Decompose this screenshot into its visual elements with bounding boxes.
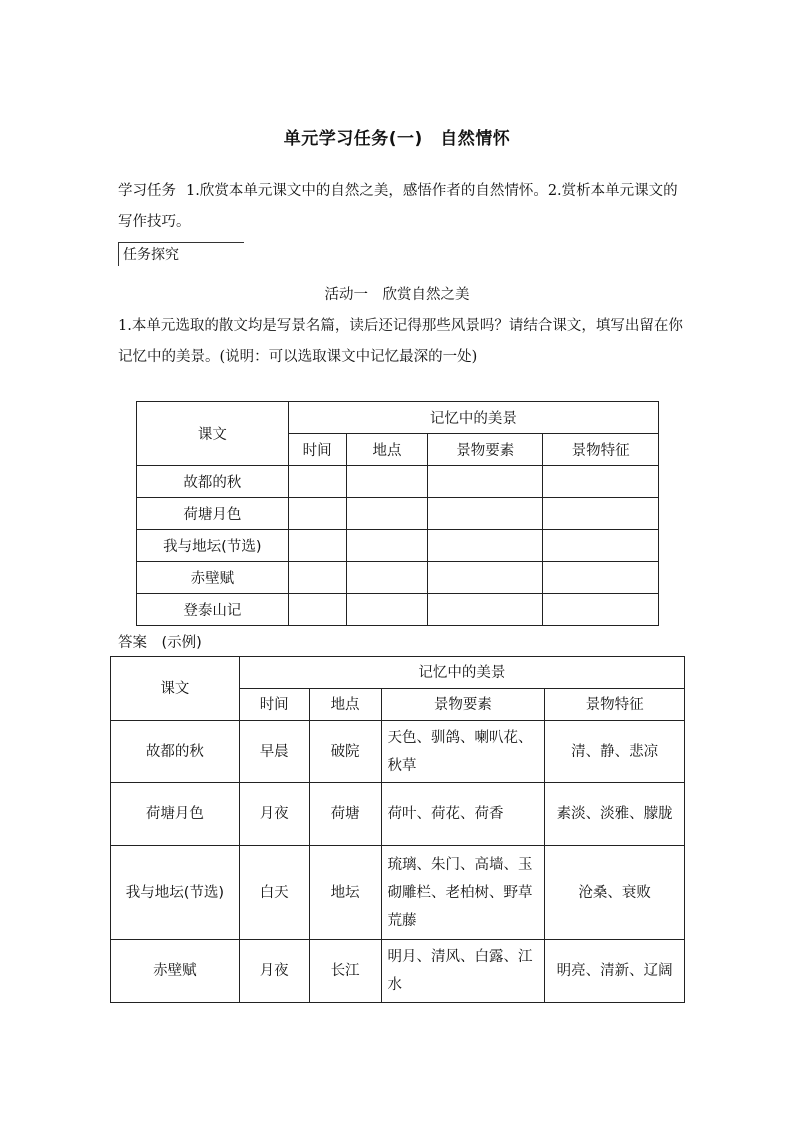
row-text: 赤壁赋 (137, 562, 289, 594)
blank-cell[interactable] (346, 594, 428, 626)
activity-title: 活动一 欣赏自然之美 (324, 287, 470, 303)
header-place: 地点 (346, 434, 428, 466)
header-features: 景物特征 (545, 689, 685, 721)
header-text: 课文 (111, 657, 240, 721)
answer-table (110, 656, 685, 1003)
blank-cell[interactable] (428, 466, 543, 498)
header-time: 时间 (288, 434, 346, 466)
row-time: 白天 (239, 846, 309, 940)
row-elements: 明月、清风、白露、江水 (381, 940, 545, 1003)
row-text: 荷塘月色 (111, 783, 240, 846)
row-text: 故都的秋 (111, 721, 240, 783)
header-elements: 景物要素 (428, 434, 543, 466)
table-row (111, 940, 685, 1003)
blank-cell[interactable] (543, 594, 659, 626)
header-group: 记忆中的美景 (288, 402, 658, 434)
row-features: 沧桑、衰败 (545, 846, 685, 940)
table-row (137, 594, 659, 626)
blank-cell[interactable] (346, 562, 428, 594)
learning-task (118, 176, 683, 238)
blank-cell[interactable] (428, 562, 543, 594)
blank-cell[interactable] (543, 498, 659, 530)
blank-cell[interactable] (288, 466, 346, 498)
blank-cell[interactable] (543, 562, 659, 594)
learning-task-text: 1.欣赏本单元课文中的自然之美，感悟作者的自然情怀。2.赏析本单元课文的写作技巧。 (118, 183, 678, 230)
table-row (137, 466, 659, 498)
row-text: 登泰山记 (137, 594, 289, 626)
row-time: 月夜 (239, 940, 309, 1003)
section-tag: 任务探究 (118, 242, 244, 266)
blank-cell[interactable] (346, 466, 428, 498)
header-text: 课文 (137, 402, 289, 466)
table-row (111, 846, 685, 940)
row-time: 月夜 (239, 783, 309, 846)
row-elements: 天色、驯鸽、喇叭花、秋草 (381, 721, 545, 783)
row-text: 赤壁赋 (111, 940, 240, 1003)
table-row (111, 783, 685, 846)
row-time: 早晨 (239, 721, 309, 783)
blank-cell[interactable] (288, 594, 346, 626)
header-features: 景物特征 (543, 434, 659, 466)
row-place: 长江 (309, 940, 381, 1003)
table-row (137, 530, 659, 562)
blank-table (136, 401, 659, 626)
header-time: 时间 (239, 689, 309, 721)
row-text: 我与地坛(节选) (137, 530, 289, 562)
learning-task-label: 学习任务 (118, 183, 176, 199)
blank-cell[interactable] (346, 530, 428, 562)
blank-cell[interactable] (543, 466, 659, 498)
table-row (111, 721, 685, 783)
blank-cell[interactable] (428, 594, 543, 626)
row-elements: 荷叶、荷花、荷香 (381, 783, 545, 846)
blank-cell[interactable] (543, 530, 659, 562)
blank-cell[interactable] (288, 562, 346, 594)
blank-cell[interactable] (428, 498, 543, 530)
row-features: 清、静、悲凉 (545, 721, 685, 783)
row-text: 我与地坛(节选) (111, 846, 240, 940)
header-elements: 景物要素 (381, 689, 545, 721)
header-place: 地点 (309, 689, 381, 721)
blank-cell[interactable] (288, 498, 346, 530)
table-row (137, 562, 659, 594)
row-text: 荷塘月色 (137, 498, 289, 530)
row-place: 荷塘 (309, 783, 381, 846)
row-place: 地坛 (309, 846, 381, 940)
blank-cell[interactable] (346, 498, 428, 530)
page-title: 单元学习任务(一) 自然情怀 (283, 129, 511, 149)
row-features: 明亮、清新、辽阔 (545, 940, 685, 1003)
row-features: 素淡、淡雅、朦胧 (545, 783, 685, 846)
row-elements: 琉璃、朱门、高墙、玉砌雕栏、老柏树、野草荒藤 (381, 846, 545, 940)
header-group: 记忆中的美景 (239, 657, 684, 689)
row-place: 破院 (309, 721, 381, 783)
question-text: 1.本单元选取的散文均是写景名篇，读后还记得那些风景吗？请结合课文，填写出留在你记忆中的美景。(说明：可以选取课文中记忆最深的一处) (118, 318, 683, 365)
row-text: 故都的秋 (137, 466, 289, 498)
blank-cell[interactable] (288, 530, 346, 562)
answer-label: 答案 (示例) (118, 635, 202, 651)
blank-cell[interactable] (428, 530, 543, 562)
table-row (137, 498, 659, 530)
